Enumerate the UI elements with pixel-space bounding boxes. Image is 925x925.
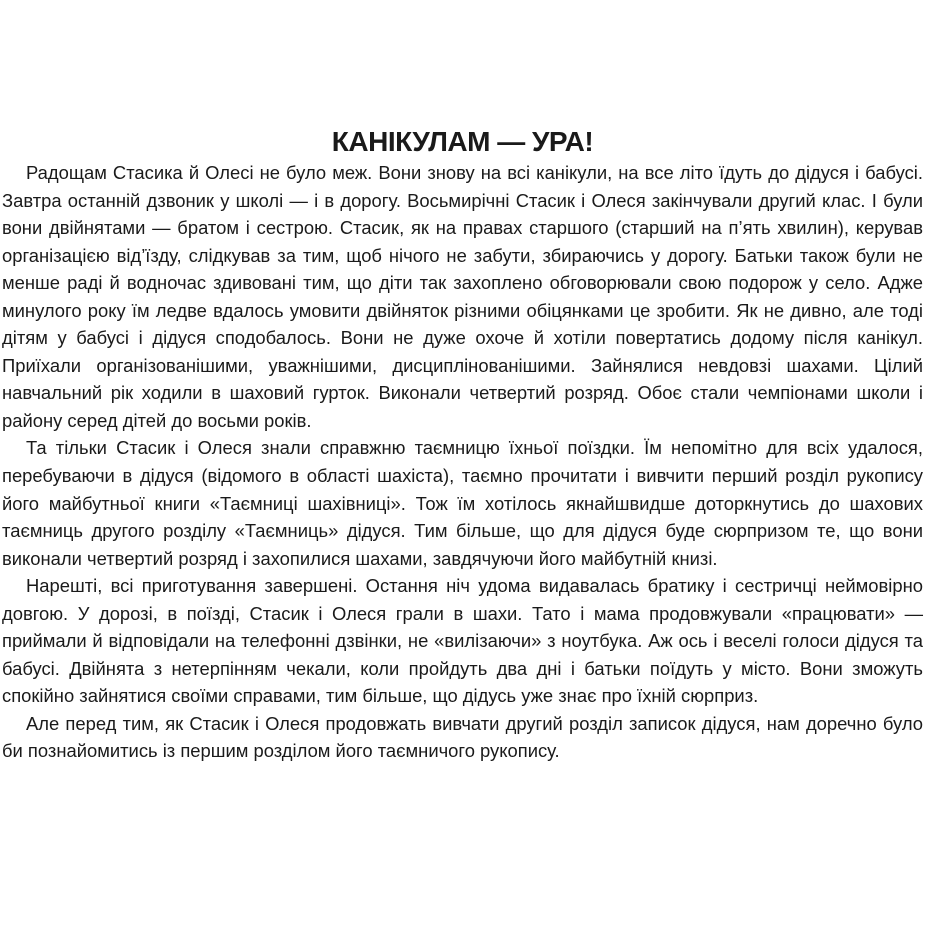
paragraph-1: Радощам Стасика й Олесі не було меж. Вони знову на всі канікули, на все літо їдуть до дідуся і бабусі. Завтра останній дзвоник у школі — і в дорогу. Восьмирічні Стасик і Олеся закінчували другий клас. І були вони двійнятами — братом і сестрою. Стасик, як на правах старшого (старший на п’ять хвилин), керував організацією від’їзду, слідкував за тим, щоб нічого не забути, збираючись у дорогу. Батьки також були не менше раді й водночас здивовані тим, що діти так захоплено обговорювали свою подорож у село. Адже минулого року їм ледве вдалось умовити двійняток різними обіцянками це зробити. Як не дивно, але тоді дітям у бабусі і дідуся сподобалось. Вони не дуже охоче й хотіли повертатись додому після канікул. Приїхали організованішими, уважнішими, дисциплінованішими. Зайнялися невдовзі шахами. Цілий навчальний рік ходили в шаховий гурток. Виконали четвертий розряд. Обоє стали чемпіонами школи і району серед дітей до восьми років. bbox=[2, 162, 923, 431]
paragraph-2: Та тільки Стасик і Олеся знали справжню таємницю їхньої поїздки. Їм непомітно для всіх удалося, перебуваючи в дідуся (відомого в області шахіста), таємно прочитати і вивчити перший розділ рукопису його майбутньої книги «Таємниці шахівниці». Тож їм хотілось якнайшвидше доторкнутись до шахових таємниць другого розділу «Таємниць» дідуся. Тим більше, що для дідуся буде сюрпризом те, що вони виконали четвертий розряд і захопилися шахами, завдячуючи його майбутній книзі. bbox=[2, 437, 923, 569]
paragraph-4: Але перед тим, як Стасик і Олеся продовжать вивчати другий розділ записок дідуся, нам доречно було би познайомитись із першим розділом його таємничого рукопису. bbox=[2, 712, 923, 762]
article-body bbox=[2, 159, 923, 765]
paragraph-3: Нарешті, всі приготування завершені. Остання ніч удома видавалась братику і сестричці неймовірно довгою. У дорозі, в поїзді, Стасик і Олеся грали в шахи. Тато і мама продовжували «працювати» — приймали й відповідали на телефонні дзвінки, не «вилізаючи» з ноутбука. Аж ось і веселі голоси дідуся та бабусі. Двійнята з нетерпінням чекали, коли пройдуть два дні і батьки поїдуть у місто. Вони зможуть спокійно зайнятися своїми справами, тим більше, що дідусь уже знає про їхній сюрприз. bbox=[2, 575, 923, 707]
page-title: КАНІКУЛАМ — УРА! bbox=[331, 125, 594, 157]
